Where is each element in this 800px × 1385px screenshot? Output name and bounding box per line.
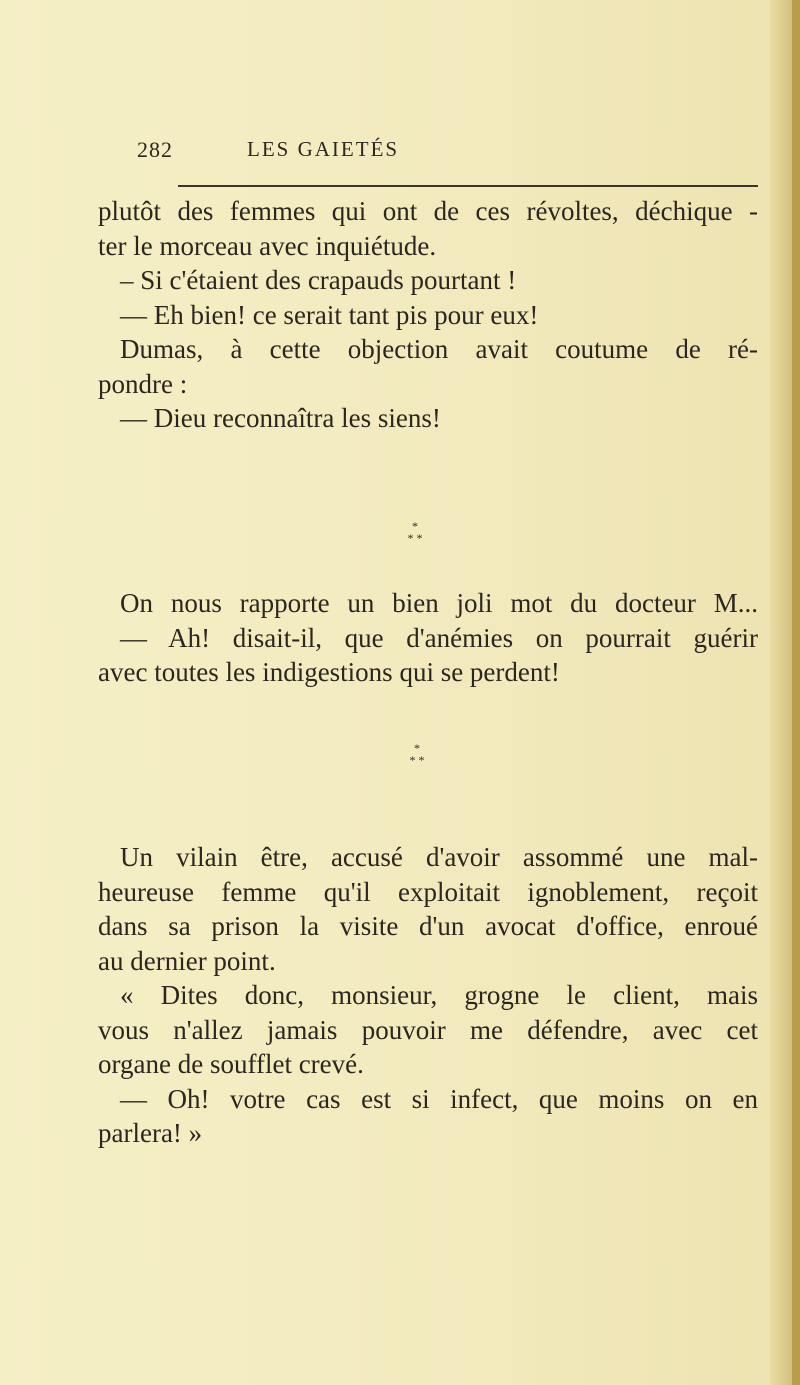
text-line: avec toutes les indigestions qui se perdent! — [98, 657, 560, 687]
dinkus-bottom: * * — [407, 531, 423, 545]
text-line: pondre : — [98, 368, 188, 399]
text-line: – Si c'étaient des crapauds pourtant ! — [120, 265, 517, 295]
text-line: On nous rapporte un bien joli mot du docteur M... — [120, 588, 758, 618]
text-line: heureuse femme qu'il exploitait ignoblement, reçoit — [98, 876, 758, 907]
text-line: plutôt des femmes qui ont de ces révoltes, déchique - — [98, 196, 758, 226]
section-separator — [395, 520, 435, 550]
text-line: — Dieu reconnaîtra les siens! — [120, 403, 441, 433]
text-line: ter le morceau avec inquiétude. — [98, 230, 437, 261]
text-line: organe de soufflet crevé. — [98, 1049, 364, 1079]
text-line: Un vilain être, accusé d'avoir assommé une mal- — [120, 842, 758, 872]
paragraph-block-1 — [98, 194, 758, 436]
page-header — [0, 137, 800, 169]
running-title: LES GAIETÉS — [247, 137, 400, 161]
text-line: Dumas, à cette objection avait coutume de ré- — [120, 334, 758, 364]
text-line: dans sa prison la visite d'un avocat d'office, enroué — [98, 911, 758, 941]
text-line: parlera! » — [98, 1118, 203, 1148]
dinkus-top: * — [414, 741, 420, 755]
text-line: au dernier point. — [98, 945, 276, 976]
dinkus-top: * — [412, 519, 418, 533]
dinkus-bottom: * * — [409, 753, 425, 767]
section-separator — [397, 742, 437, 772]
text-line: — Ah! disait-il, que d'anémies on pourrait guérir — [120, 622, 758, 653]
paragraph-block-2 — [98, 586, 758, 690]
text-line: — Oh! votre cas est si infect, que moins on en — [120, 1083, 758, 1114]
text-line: vous n'allez jamais pouvoir me défendre, avec cet — [98, 1014, 758, 1045]
header-rule — [178, 185, 758, 187]
page-edge-shadow — [792, 0, 800, 1385]
text-line: — Eh bien! ce serait tant pis pour eux! — [120, 299, 539, 330]
paragraph-block-3 — [98, 840, 758, 1151]
page-number: 282 — [137, 137, 173, 162]
text-line: « Dites donc, monsieur, grogne le client, mais — [120, 980, 758, 1010]
